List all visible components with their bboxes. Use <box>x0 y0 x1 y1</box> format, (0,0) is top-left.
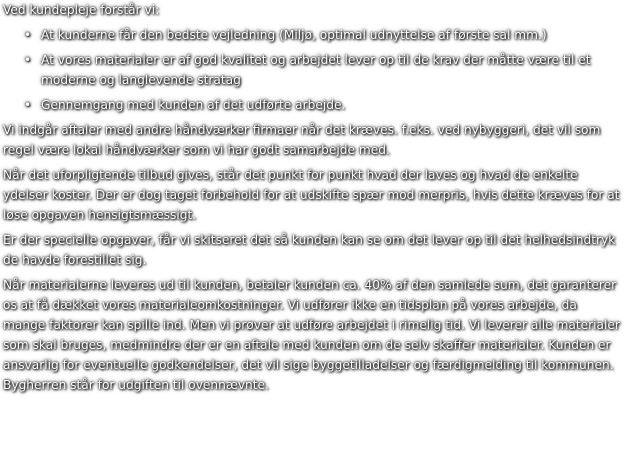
bullet-marker: • <box>24 28 32 42</box>
bullet-marker: • <box>24 98 32 112</box>
list-item-text: Gennemgang med kunden af det udførte arbejde. <box>41 98 346 112</box>
bullet-list <box>0 25 624 115</box>
paragraph-special-tasks: Er der specielle opgaver, får vi skitseret det så kunden kan se om det lever op til det helhedsindtryk de havde forestillet sig. <box>3 233 616 267</box>
list-item-text: At kunderne får den bedste vejledning (Miljø, optimal udnyttelse af første sal mm.) <box>41 28 547 42</box>
list-item <box>0 25 624 45</box>
paragraph-payment: Når materialerne leveres ud til kunden, betaler kunden ca. 40% af den samlede sum, det garanterer os at få dækket vores materialeomkostninger. Vi udfører ikke en tidsplan på vores arbejde, da mange faktorer kan spille ind. Men vi prøver at udføre arbejdet i rimelig tid. Vi leverer alle materialer som skal bruges, medmindre der er en aftale med kunden om de selv skaffer materialer. Kunden er ansvarlig for eventuelle godkendelser, det vil sige byggetilladelser og færdigmelding til kommunen. Bygherren står for udgiften til ovennævnte. <box>3 278 620 392</box>
paragraph-offer: Når det uforpligtende tilbud gives, står det punkt for punkt hvad der laves og hvad de enkelte ydelser koster. Der er dog taget forbehold for at udskifte spær mod merpris, hvis dette kræves for at løse opgaven hensigtsmæssigt. <box>3 168 620 222</box>
list-item <box>0 95 624 115</box>
list-item-text: At vores materialer er af god kvalitet og arbejdet lever op til de krav der måtte være til et moderne og langlevende stratag <box>41 53 591 87</box>
paragraph-subcontractors: Vi indgår aftaler med andre håndværker firmaer når det kræves. f.eks. ved nybyggeri, det vil som regel være lokal håndværker som vi har godt samarbejde med. <box>3 123 601 157</box>
list-item <box>0 50 624 90</box>
intro-text: Ved kundepleje forstår vi: <box>3 3 160 17</box>
bullet-marker: • <box>24 53 32 67</box>
